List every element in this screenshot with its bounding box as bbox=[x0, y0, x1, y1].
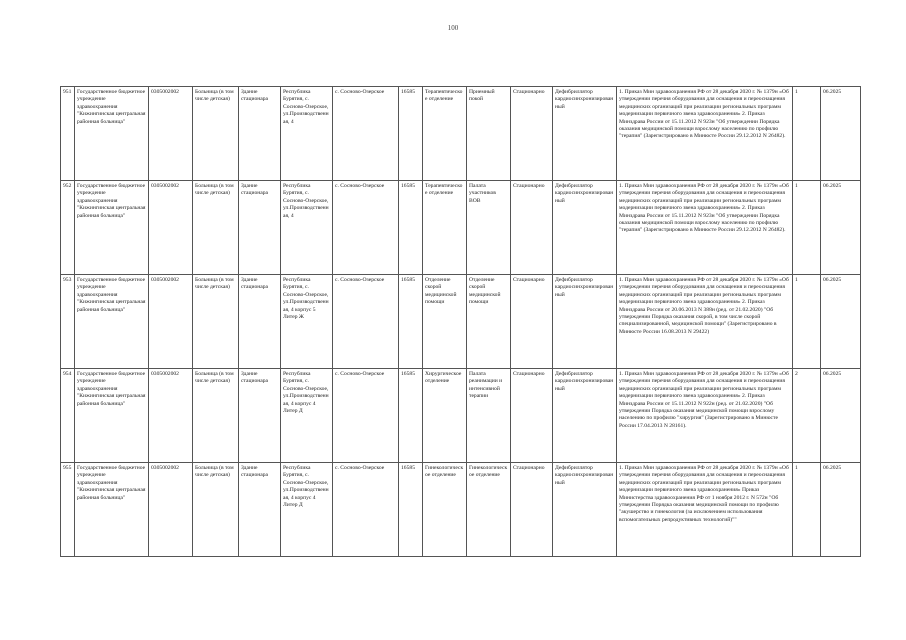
organization-code: 0305002002 bbox=[149, 87, 193, 181]
regulatory-documents: 1. Приказ Мин здравоохранения РФ от 28 декабря 2020 г. № 1379н «Об утверждении перечня оборудования для оснащения и переоснащения медицинских организаций при реализации региональных программ модернизации первичного звена здравоохранения» 2. Приказ Минздрава России от 20.06.2013 N 388н (ред. от 21.02.2020) "Об утверждении Порядка оказания скорой, в том числе скорой специализированной, медицинской помощи" (Зарегистрировано в Минюсте России 16.08.2013 N 29422) bbox=[617, 275, 793, 369]
department: Хирургическое отделение bbox=[423, 369, 467, 463]
locality: с. Сосново-Озерское bbox=[333, 369, 399, 463]
address: Республика Бурятия, с. Сосново-Озерское, ул.Производственная, 4 корпус 5 Литер Ж bbox=[281, 275, 333, 369]
care-form: Стационарно bbox=[511, 275, 553, 369]
organization-name: Государственное бюджетное учреждение здравоохранения "Кижингинская центральная районная больница" bbox=[75, 369, 149, 463]
equipment: Дефибриллятор кардиосинхронизированный bbox=[553, 275, 617, 369]
address: Республика Бурятия, с. Сосново-Озерское, ул.Производственная, 4 bbox=[281, 87, 333, 181]
equipment: Дефибриллятор кардиосинхронизированный bbox=[553, 463, 617, 557]
organization-name: Государственное бюджетное учреждение здравоохранения "Кижингинская центральная районная больница" bbox=[75, 181, 149, 275]
building: Здание стационара bbox=[239, 463, 281, 557]
quantity: 1 bbox=[793, 275, 821, 369]
room: Приемный покой bbox=[467, 87, 511, 181]
date: 06.2025 bbox=[821, 87, 861, 181]
organization-name: Государственное бюджетное учреждение здравоохранения "Кижингинская центральная районная больница" bbox=[75, 87, 149, 181]
facility-type: Больница (в том числе детская) bbox=[193, 87, 239, 181]
address: Республика Бурятия, с. Сосново-Озерское, ул.Производственная, 4 bbox=[281, 181, 333, 275]
quantity: 2 bbox=[793, 369, 821, 463]
care-form: Стационарно bbox=[511, 87, 553, 181]
address: Республика Бурятия, с. Сосново-Озерское, ул.Производственная, 4 корпус 4 Литер Д bbox=[281, 369, 333, 463]
department: Гинекологическое отделение bbox=[423, 463, 467, 557]
facility-type: Больница (в том числе детская) bbox=[193, 275, 239, 369]
date: 06.2025 bbox=[821, 275, 861, 369]
room: Гинекологическое отделение bbox=[467, 463, 511, 557]
room: Палата участников ВОВ bbox=[467, 181, 511, 275]
organization-code: 0305002002 bbox=[149, 181, 193, 275]
facility-type: Больница (в том числе детская) bbox=[193, 463, 239, 557]
building: Здание стационара bbox=[239, 275, 281, 369]
register-table bbox=[60, 86, 861, 557]
quantity: 1 bbox=[793, 181, 821, 275]
organization-name: Государственное бюджетное учреждение здравоохранения "Кижингинская центральная районная больница" bbox=[75, 463, 149, 557]
table-row bbox=[61, 181, 861, 275]
room: Палата реанимации и интенсивной терапии bbox=[467, 369, 511, 463]
locality: с. Сосново-Озерское bbox=[333, 87, 399, 181]
locality: с. Сосново-Озерское bbox=[333, 275, 399, 369]
postcode: 16585 bbox=[399, 463, 423, 557]
building: Здание стационара bbox=[239, 369, 281, 463]
building: Здание стационара bbox=[239, 87, 281, 181]
equipment: Дефибриллятор кардиосинхронизированный bbox=[553, 181, 617, 275]
organization-code: 0305002002 bbox=[149, 369, 193, 463]
date: 06.2025 bbox=[821, 463, 861, 557]
table-row bbox=[61, 369, 861, 463]
quantity: 1 bbox=[793, 87, 821, 181]
equipment: Дефибриллятор кардиосинхронизированный bbox=[553, 87, 617, 181]
organization-code: 0305002002 bbox=[149, 275, 193, 369]
row-number: 952 bbox=[61, 181, 75, 275]
regulatory-documents: 1. Приказ Мин здравоохранения РФ от 28 декабря 2020 г. № 1379н «Об утверждении перечня оборудования для оснащения и переоснащения медицинских организаций при реализации региональных программ модернизации первичного звена здравоохранения» 2. Приказ Минздрава России от 15.11.2012 N 923н "Об утверждении Порядка оказания медицинской помощи взрослому населению по профилю "терапия" (Зарегистрировано в Минюсте России 29.12.2012 N 26482). bbox=[617, 181, 793, 275]
locality: с. Сосново-Озерское bbox=[333, 181, 399, 275]
table-row bbox=[61, 463, 861, 557]
quantity: 1 bbox=[793, 463, 821, 557]
row-number: 955 bbox=[61, 463, 75, 557]
care-form: Стационарно bbox=[511, 181, 553, 275]
date: 06.2025 bbox=[821, 181, 861, 275]
department: Отделение скорой медицинской помощи bbox=[423, 275, 467, 369]
building: Здание стационара bbox=[239, 181, 281, 275]
care-form: Стационарно bbox=[511, 463, 553, 557]
row-number: 954 bbox=[61, 369, 75, 463]
facility-type: Больница (в том числе детская) bbox=[193, 369, 239, 463]
address: Республика Бурятия, с. Сосново-Озерское, ул.Производственная, 4 корпус 4 Литер Д bbox=[281, 463, 333, 557]
room: Отделение скорой медицинской помощи bbox=[467, 275, 511, 369]
postcode: 16585 bbox=[399, 87, 423, 181]
row-number: 953 bbox=[61, 275, 75, 369]
department: Терапевтическое отделение bbox=[423, 87, 467, 181]
organization-code: 0305002002 bbox=[149, 463, 193, 557]
row-number: 951 bbox=[61, 87, 75, 181]
postcode: 16585 bbox=[399, 181, 423, 275]
date: 06.2025 bbox=[821, 369, 861, 463]
table-row bbox=[61, 87, 861, 181]
facility-type: Больница (в том числе детская) bbox=[193, 181, 239, 275]
department: Терапевтическое отделение bbox=[423, 181, 467, 275]
organization-name: Государственное бюджетное учреждение здравоохранения "Кижингинская центральная районная больница" bbox=[75, 275, 149, 369]
postcode: 16585 bbox=[399, 275, 423, 369]
equipment: Дефибриллятор кардиосинхронизированный bbox=[553, 369, 617, 463]
postcode: 16585 bbox=[399, 369, 423, 463]
regulatory-documents: 1. Приказ Мин здравоохранения РФ от 28 декабря 2020 г. № 1379н «Об утверждении перечня оборудования для оснащения и переоснащения медицинских организаций при реализации региональных программ модернизации первичного звена здравоохранения» 2. Приказ Минздрава России от 15.11.2012 N 923н "Об утверждении Порядка оказания медицинской помощи взрослому населению по профилю "терапия" (Зарегистрировано в Минюсте России 29.12.2012 N 26482). bbox=[617, 87, 793, 181]
regulatory-documents: 1. Приказ Мин здравоохранения РФ от 28 декабря 2020 г. № 1379н «Об утверждении перечня оборудования для оснащения и переоснащения медицинских организаций при реализации региональных программ модернизации первичного звена здравоохранения» Приказ Министерства здравоохранения РФ от 1 ноября 2012 г. N 572н "Об утверждении Порядка оказания медицинской помощи по профилю "акушерство и гинекология (за исключением использования вспомогательных репродуктивных технологий)"" bbox=[617, 463, 793, 557]
locality: с. Сосново-Озерское bbox=[333, 463, 399, 557]
care-form: Стационарно bbox=[511, 369, 553, 463]
page-number: 100 bbox=[447, 24, 459, 32]
table-row bbox=[61, 275, 861, 369]
regulatory-documents: 1. Приказ Мин здравоохранения РФ от 28 декабря 2020 г. № 1379н «Об утверждении перечня оборудования для оснащения и переоснащения медицинских организаций при реализации региональных программ модернизации первичного звена здравоохранения» 2. Приказ Минздрава России от 15.11.2012 N 922н (ред. от 21.02.2020) "Об утверждении Порядка оказания медицинской помощи взрослому населению по профилю "хирургия" (Зарегистрировано в Минюсте России 17.04.2013 N 28161). bbox=[617, 369, 793, 463]
